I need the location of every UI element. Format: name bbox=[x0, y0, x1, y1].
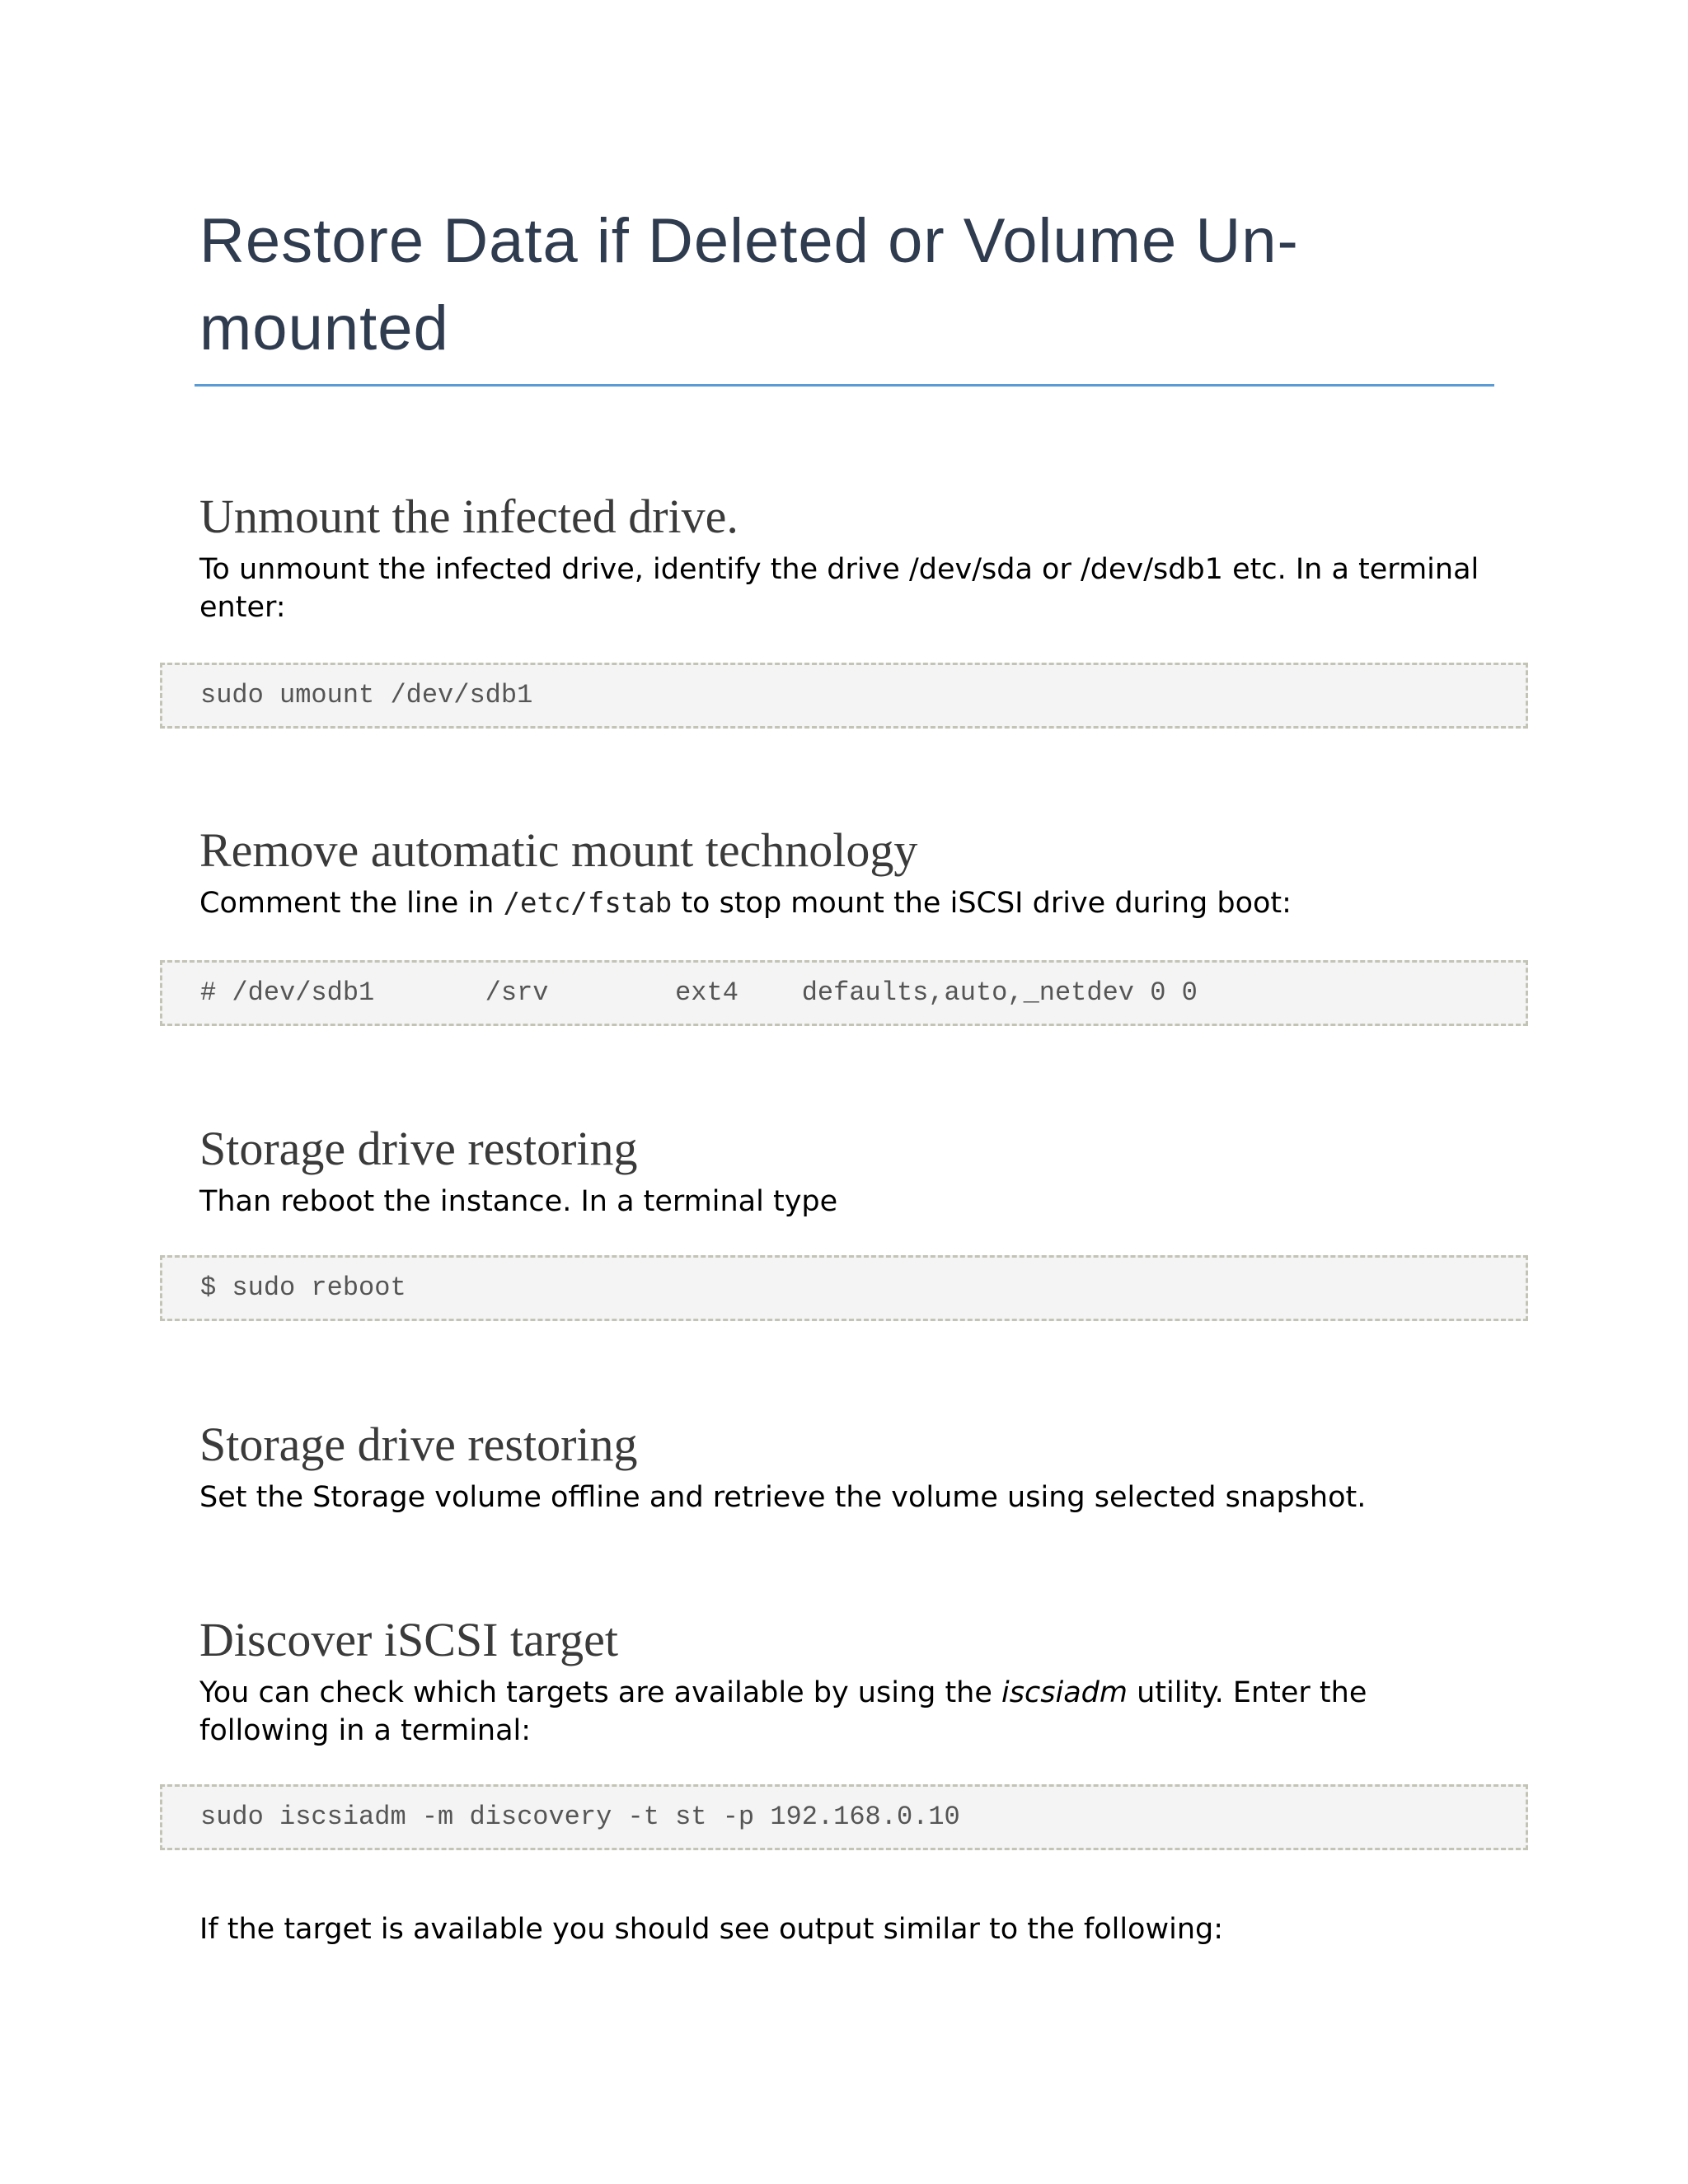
text-before: Comment the line in bbox=[199, 887, 504, 920]
section-text: Than reboot the instance. In a terminal type bbox=[199, 1185, 838, 1218]
inline-code: /etc/fstab bbox=[503, 887, 673, 920]
text-before: You can check which targets are available by using the bbox=[199, 1676, 1002, 1709]
text-after: to stop mount the iSCSI drive during boot: bbox=[672, 887, 1292, 920]
section-storage-restoring-reboot bbox=[199, 1122, 1502, 1221]
page-title: Restore Data if Deleted or Volume Un-mounted bbox=[199, 206, 1299, 363]
code-block[interactable]: sudo umount /dev/sdb1 bbox=[160, 663, 1528, 729]
section-text bbox=[199, 884, 1502, 922]
section-remove-automount bbox=[199, 823, 1502, 922]
code-block[interactable]: $ sudo reboot bbox=[160, 1255, 1528, 1321]
section-heading: Remove automatic mount technology bbox=[199, 823, 918, 877]
section-discover-iscsi bbox=[199, 1613, 1502, 1750]
section-heading: Storage drive restoring bbox=[199, 1122, 638, 1175]
closing-text: If the target is available you should see output similar to the following: bbox=[199, 1913, 1224, 1946]
section-heading: Discover iSCSI target bbox=[199, 1613, 618, 1666]
code-block[interactable]: sudo iscsiadm -m discovery -t st -p 192.168.0.10 bbox=[160, 1784, 1528, 1850]
section-text bbox=[199, 1674, 1502, 1750]
emphasis-text: iscsiadm bbox=[1001, 1676, 1128, 1709]
section-text: Set the Storage volume offline and retrieve the volume using selected snapshot. bbox=[199, 1481, 1367, 1514]
section-heading: Unmount the infected drive. bbox=[199, 490, 738, 543]
title-underline bbox=[195, 384, 1494, 387]
text-after: utility. Enter the following in a terminal: bbox=[199, 1676, 1367, 1747]
section-storage-restoring-snapshot bbox=[199, 1418, 1502, 1516]
code-block[interactable]: # /dev/sdb1 /srv ext4 defaults,auto,_netdev 0 0 bbox=[160, 960, 1528, 1026]
section-heading: Storage drive restoring bbox=[199, 1418, 638, 1471]
section-unmount bbox=[199, 490, 1502, 626]
section-text: To unmount the infected drive, identify the drive /dev/sda or /dev/sdb1 etc. In a terminal enter: bbox=[199, 553, 1479, 624]
